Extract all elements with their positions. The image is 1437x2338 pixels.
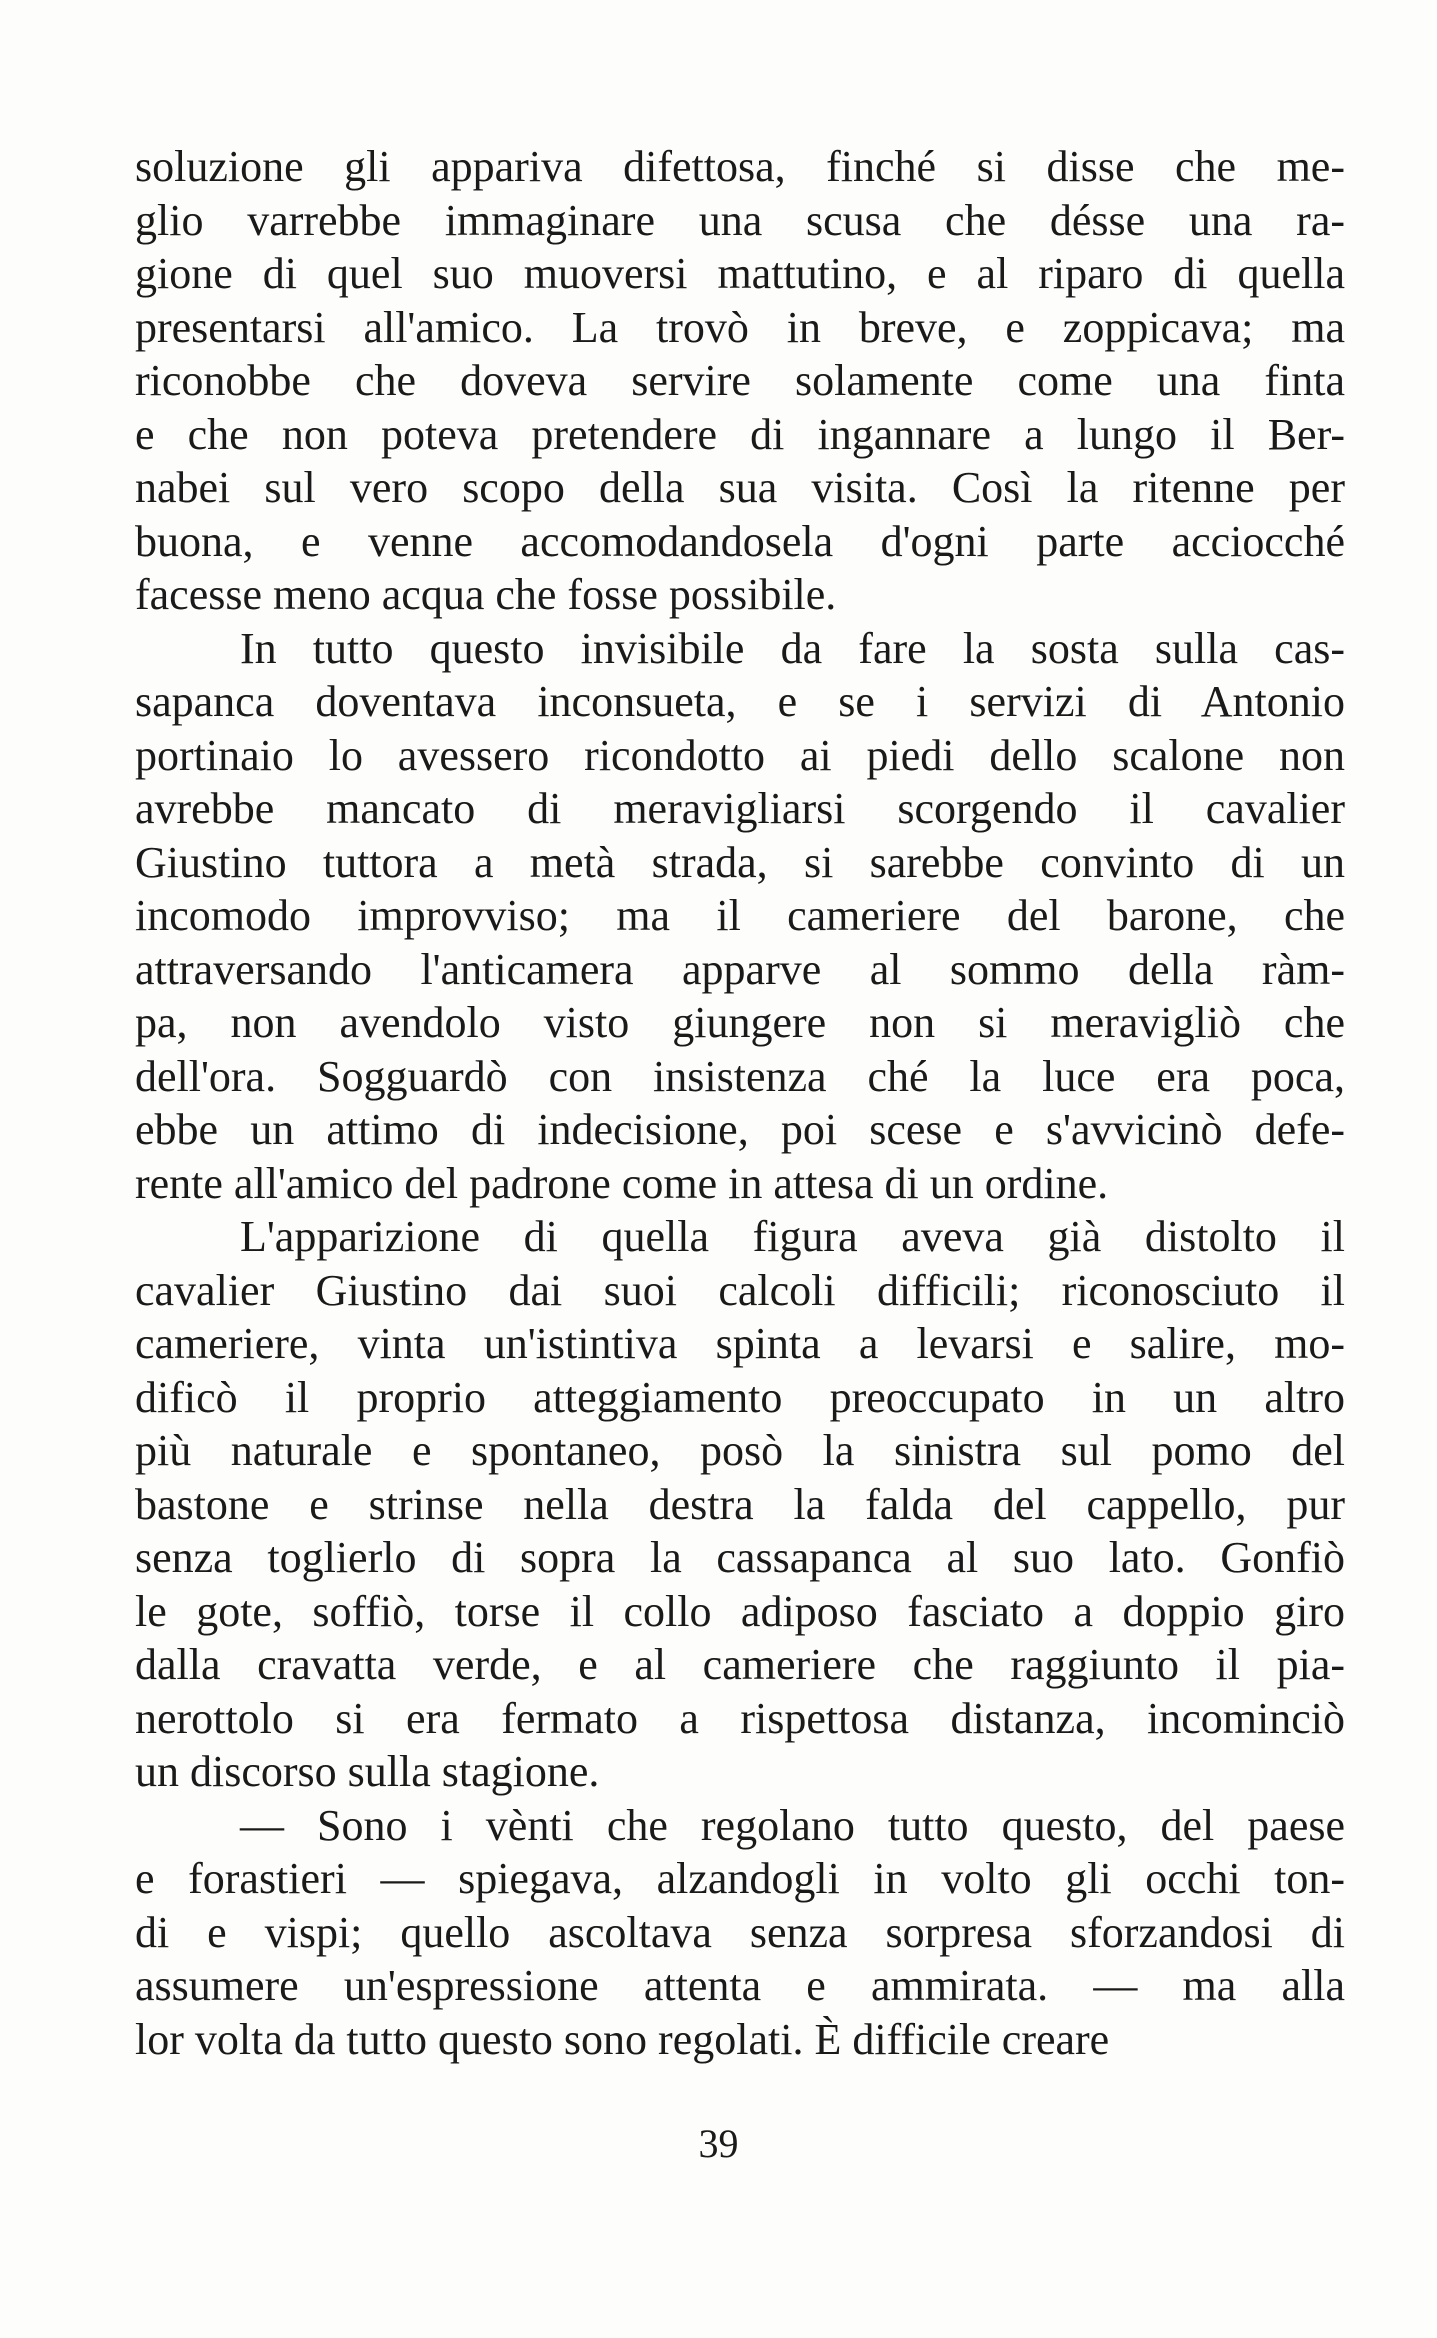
text-line: rente all'amico del padrone come in attesa di un ordine.: [135, 1158, 1109, 1208]
text-line: senza toglierlo di sopra la cassapanca al suo lato. Gonfiò: [135, 1533, 1345, 1582]
text-line: nerottolo si era fermato a rispettosa distanza, incominciò: [135, 1693, 1345, 1743]
text-line: dell'ora. Sogguardò con insistenza ché la luce era poca,: [135, 1051, 1345, 1101]
text-line: lor volta da tutto questo sono regolati. È difficile creare: [135, 2014, 1110, 2064]
text-line: buona, e venne accomodandosela d'ogni parte acciocché: [135, 516, 1345, 566]
text-line: più naturale e spontaneo, posò la sinistra sul pomo del: [135, 1426, 1345, 1475]
text-line: portinaio lo avessero ricondotto ai piedi dello scalone non: [135, 730, 1345, 780]
paragraph: [135, 1210, 1345, 1799]
text-line: In tutto questo invisibile da fare la sosta sulla cas-: [240, 623, 1345, 673]
text-line: gione di quel suo muoversi mattutino, e al riparo di quella: [135, 249, 1345, 298]
text-line: sapanca doventava inconsueta, e se i servizi di Antonio: [135, 677, 1345, 726]
text-line: di e vispi; quello ascoltava senza sorpresa sforzandosi di: [135, 1907, 1345, 1957]
text-line: incomodo improvviso; ma il cameriere del barone, che: [135, 891, 1345, 940]
text-line: facesse meno acqua che fosse possibile.: [135, 570, 837, 619]
text-line: bastone e strinse nella destra la falda del cappello, pur: [135, 1479, 1345, 1529]
text-line: avrebbe mancato di meravigliarsi scorgendo il cavalier: [135, 784, 1345, 833]
text-line: dalla cravatta verde, e al cameriere che raggiunto il pia-: [135, 1640, 1345, 1689]
text-line: un discorso sulla stagione.: [135, 1747, 600, 1796]
text-line: presentarsi all'amico. La trovò in breve, e zoppicava; ma: [135, 302, 1345, 352]
text-line: attraversando l'anticamera apparve al sommo della ràm-: [135, 944, 1345, 994]
text-line: dificò il proprio atteggiamento preoccupato in un altro: [135, 1372, 1345, 1422]
text-line: pa, non avendolo visto giungere non si meravigliò che: [135, 998, 1345, 1047]
text-line: e che non poteva pretendere di ingannare a lungo il Ber-: [135, 409, 1345, 459]
text-line: riconobbe che doveva servire solamente come una finta: [135, 356, 1345, 405]
page-number: 39: [698, 2121, 739, 2166]
text-line: soluzione gli appariva difettosa, finché si disse che me-: [135, 142, 1345, 191]
text-line: e forastieri — spiegava, alzandogli in volto gli occhi ton-: [135, 1854, 1345, 1903]
text-line: Giustino tuttora a metà strada, si sarebbe convinto di un: [135, 837, 1345, 887]
text-line: — Sono i vènti che regolano tutto questo, del paese: [240, 1800, 1345, 1850]
text-line: nabei sul vero scopo della sua visita. Così la ritenne per: [135, 463, 1345, 512]
paragraph: [135, 140, 1345, 622]
text-line: cameriere, vinta un'istintiva spinta a levarsi e salire, mo-: [135, 1319, 1345, 1368]
body-text: [135, 140, 1345, 2066]
text-line: L'apparizione di quella figura aveva già distolto il: [240, 1212, 1345, 1261]
text-line: cavalier Giustino dai suoi calcoli difficili; riconosciuto il: [135, 1265, 1345, 1315]
paragraph: [135, 1799, 1345, 2067]
text-line: glio varrebbe immaginare una scusa che désse una ra-: [135, 195, 1345, 245]
paragraph: [135, 622, 1345, 1211]
text-line: le gote, soffiò, torse il collo adiposo fasciato a doppio giro: [135, 1586, 1345, 1636]
text-line: ebbe un attimo di indecisione, poi scese e s'avvicinò defe-: [135, 1105, 1345, 1154]
text-line: assumere un'espressione attenta e ammirata. — ma alla: [135, 1961, 1345, 2010]
